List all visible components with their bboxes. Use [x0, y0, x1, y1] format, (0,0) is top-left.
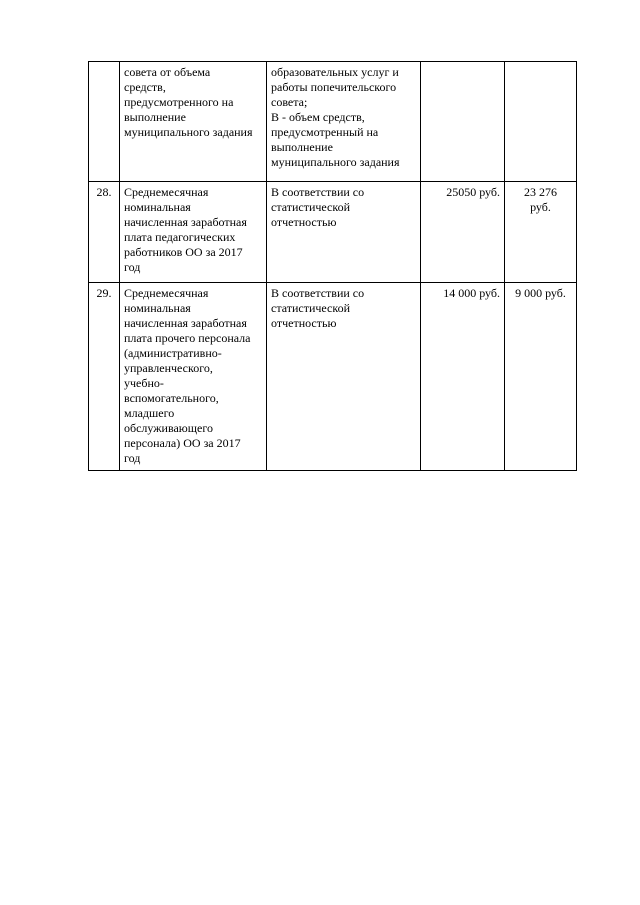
actual-value-cell: 9 000 руб. — [505, 283, 577, 471]
calculation-method-cell: В соответствии со статистической отчетностью — [267, 182, 421, 283]
indicator-name-cell: совета от объема средств, предусмотренного на выполнение муниципального задания — [120, 62, 267, 182]
planned-value-cell — [421, 62, 505, 182]
actual-value-cell — [505, 62, 577, 182]
row-number-cell — [89, 62, 120, 182]
planned-value-cell: 14 000 руб. — [421, 283, 505, 471]
calculation-method-cell: образовательных услуг и работы попечительского совета; В - объем средств, предусмотренный на выполнение муниципального задания — [267, 62, 421, 182]
table-row — [89, 283, 577, 471]
table-row-continuation — [89, 62, 577, 182]
indicator-name-cell: Среднемесячная номинальная начисленная заработная плата прочего персонала (административно- управленческого, учебно- вспомогательного, младшего обслуживающего персонала) ОО за 2017 год — [120, 283, 267, 471]
calculation-method-cell: В соответствии со статистической отчетностью — [267, 283, 421, 471]
row-number-cell: 29. — [89, 283, 120, 471]
indicators-table — [88, 61, 577, 471]
actual-value-cell: 23 276 руб. — [505, 182, 577, 283]
table-row — [89, 182, 577, 283]
planned-value-cell: 25050 руб. — [421, 182, 505, 283]
indicator-name-cell: Среднемесячная номинальная начисленная заработная плата педагогических работников ОО за 2017 год — [120, 182, 267, 283]
row-number-cell: 28. — [89, 182, 120, 283]
